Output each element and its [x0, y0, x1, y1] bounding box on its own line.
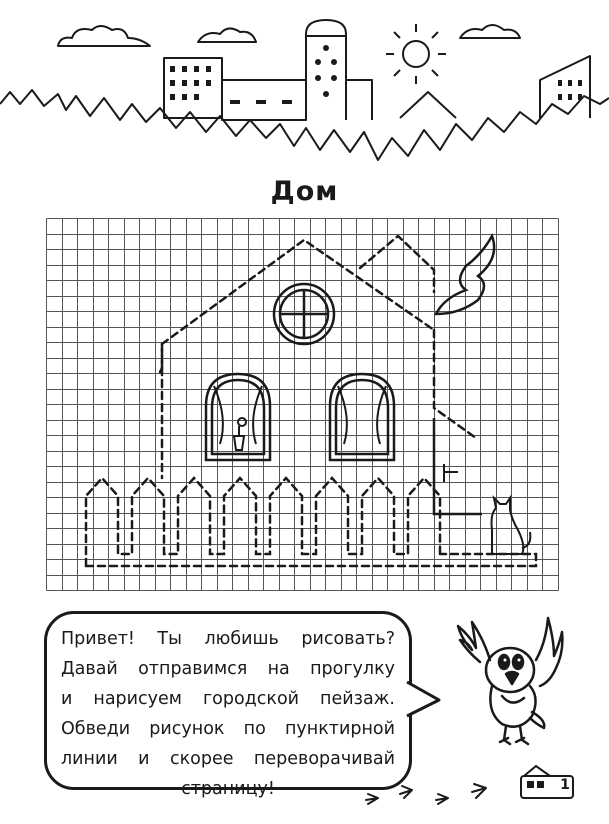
bubble-tail [405, 680, 445, 720]
page-title: Дом [270, 176, 339, 207]
bubble-line: Привет! Ты любишь рисовать? [61, 629, 395, 649]
bubble-line: Давай отправимся на прогулку [61, 659, 395, 679]
bird-footprint-icon [360, 780, 510, 810]
drawing-grid [46, 218, 564, 594]
city-skyline-icon [0, 0, 609, 180]
bubble-line: и нарисуем городской пейзаж. [61, 689, 395, 709]
page-number: 1 [560, 777, 570, 793]
speech-bubble [44, 611, 412, 799]
bubble-line: Обведи рисунок по пунктирной [61, 719, 395, 739]
parrot-icon [450, 612, 570, 752]
bubble-line: линии и скорее переворачивай [61, 749, 395, 769]
bubble-line: страницу! [181, 779, 275, 799]
